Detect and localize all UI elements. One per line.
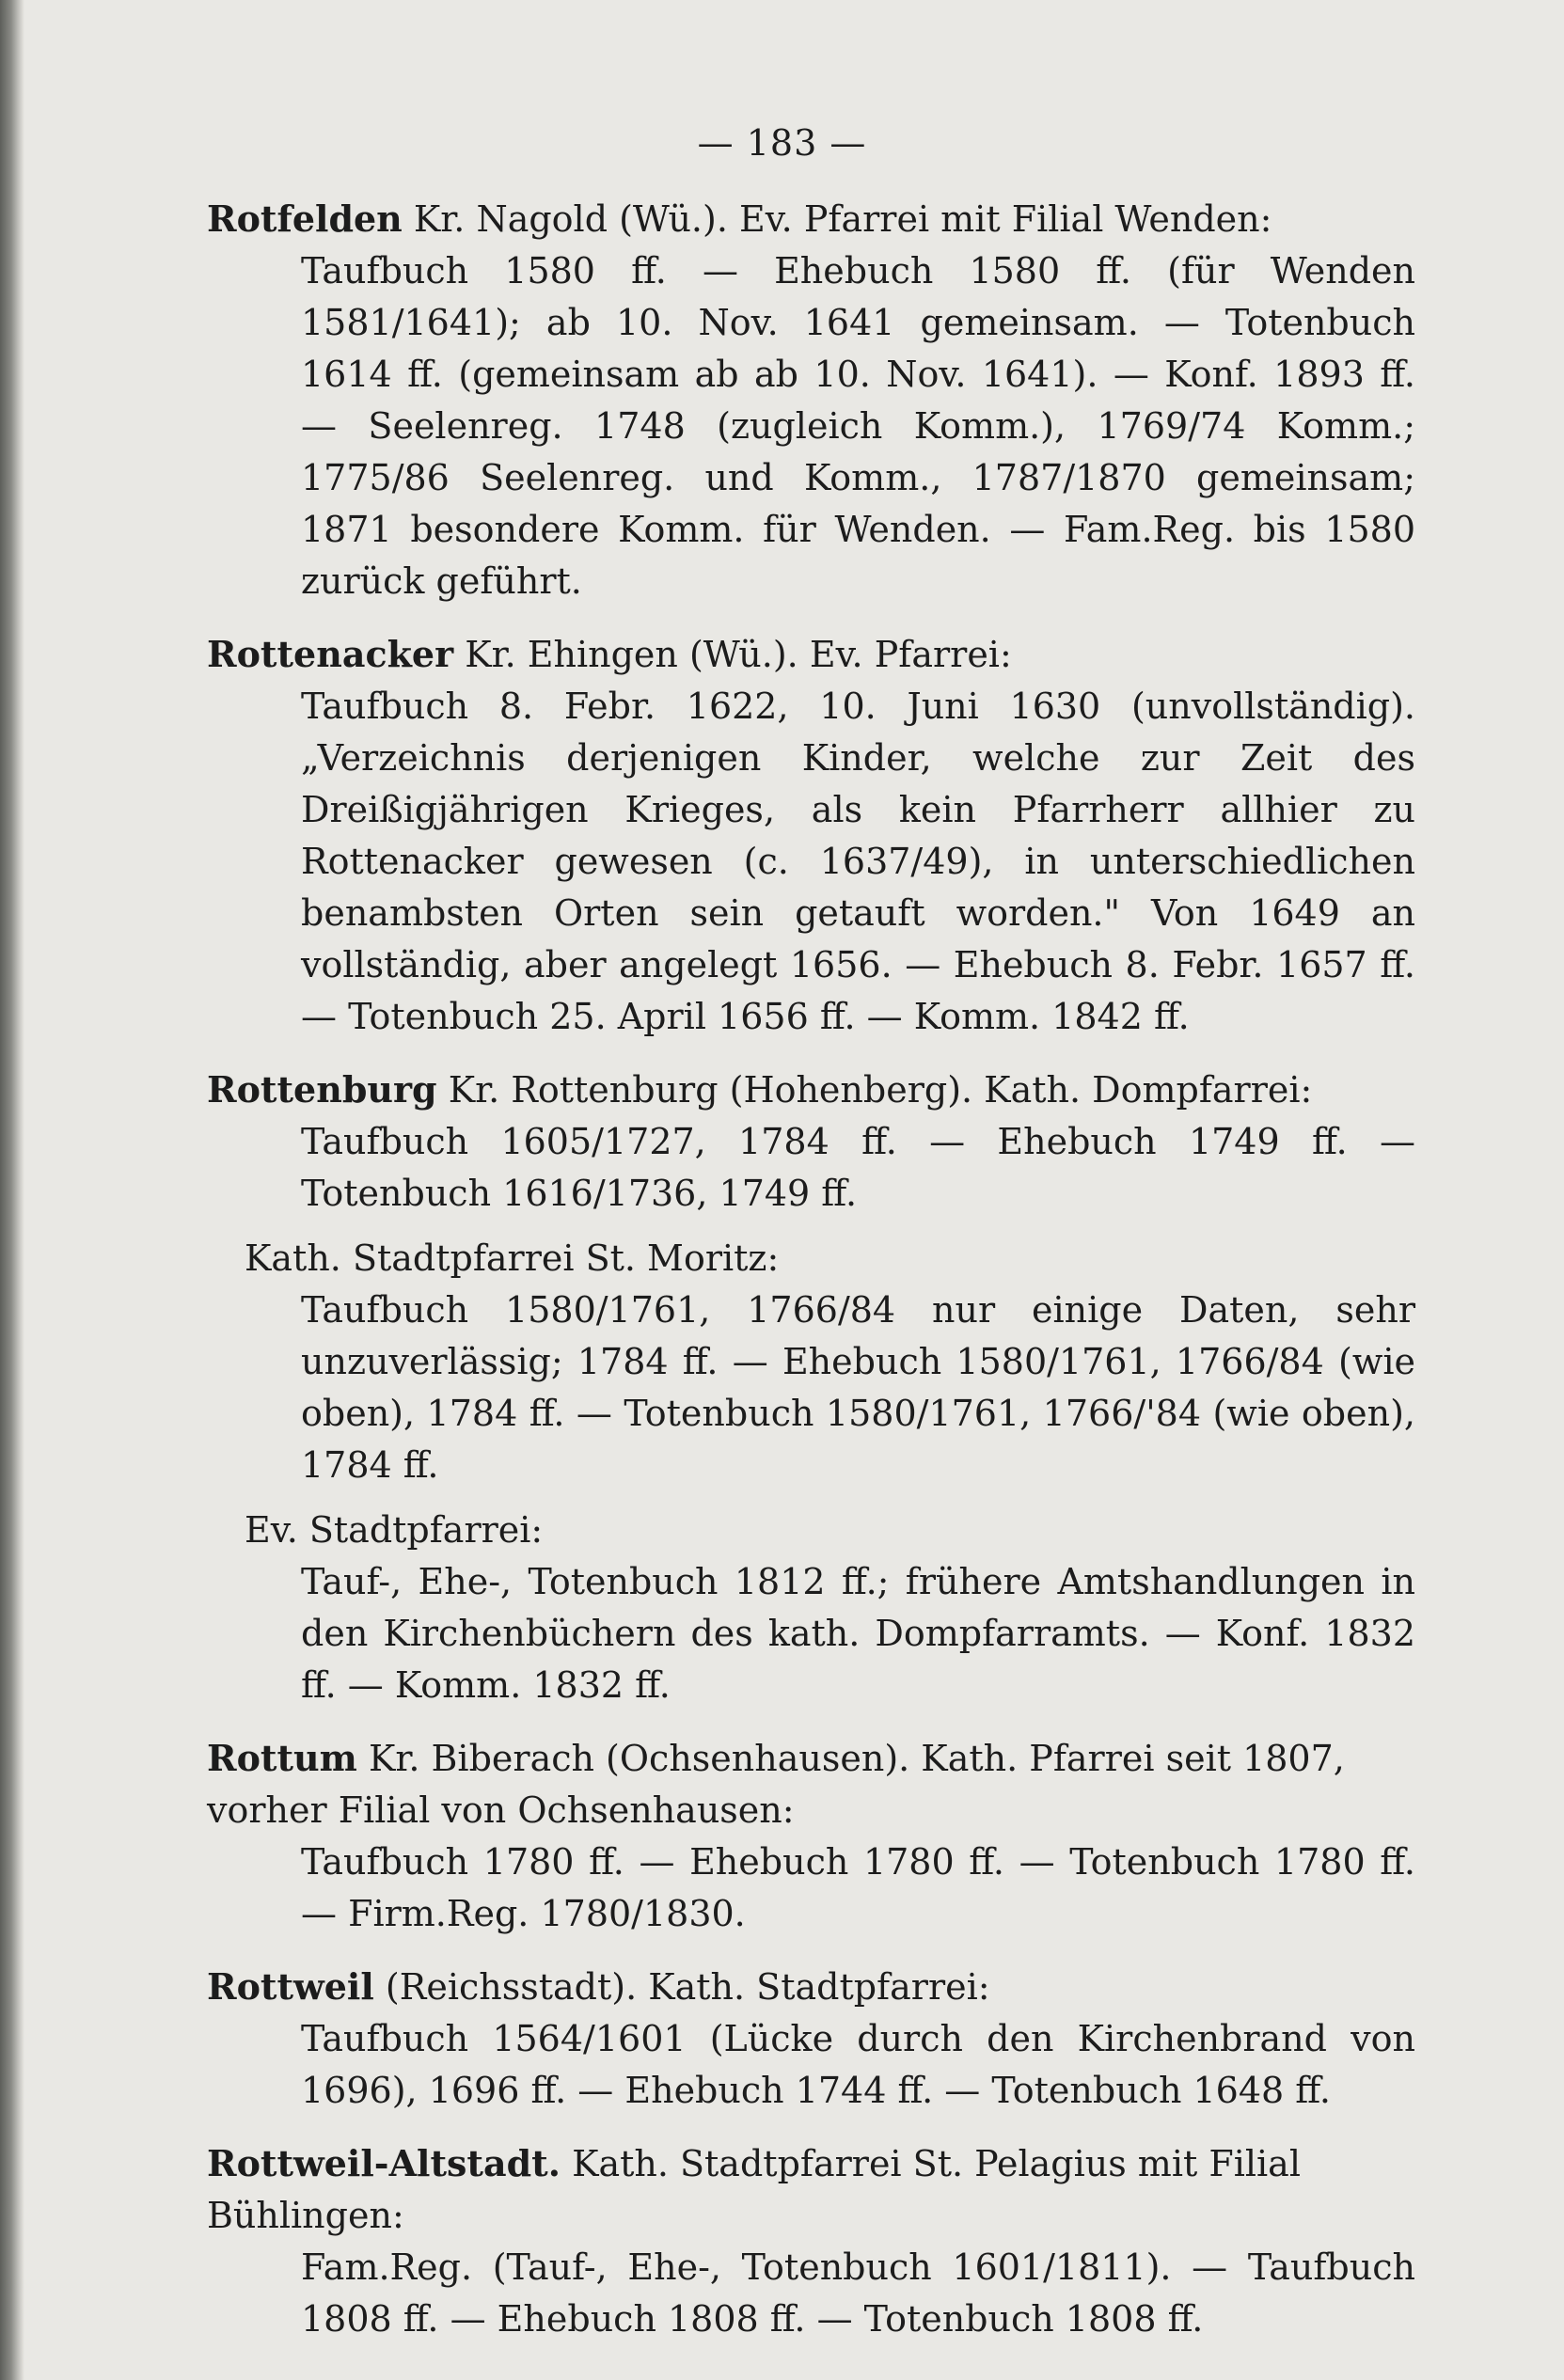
entry-header-text: Kr. Nagold (Wü.). Ev. Pfarrei mit Filial Wenden: <box>413 198 1272 240</box>
entry-head: Rotfelden <box>207 197 403 240</box>
entry-body: Fam.Reg. (Tauf-, Ehe-, Totenbuch 1601/1811). — Taufbuch 1808 ff. — Ehebuch 1808 ff. — Totenbuch 1808 ff. <box>301 2246 1415 2340</box>
entry-head: Rottweil-Altstadt. <box>207 2142 561 2184</box>
subentry-header: Kath. Stadtpfarrei St. Moritz: <box>245 1237 780 1279</box>
entry-head: Rottweil <box>207 1965 374 2008</box>
subentry-st-moritz <box>207 1233 1415 1491</box>
entry-header-text: Kath. Stadtpfarrei St. Pelagius mit Filial Bühlingen: <box>207 2143 1301 2236</box>
entry-head: Rottum <box>207 1737 357 1779</box>
entry-header-text: Kr. Ehingen (Wü.). Ev. Pfarrei: <box>465 634 1012 675</box>
entry-header <box>207 2137 1415 2242</box>
entry-rottweil <box>207 1961 1415 2117</box>
subentry-body: Taufbuch 1580/1761, 1766/84 nur einige Daten, sehr unzuverlässig; 1784 ff. — Ehebuch 1580/1761, 1766/84 (wie oben), 1784 ff. — Totenbuch 1580/1761, 1766/'84 (wie oben), 1784 ff. <box>301 1289 1415 1486</box>
entry-header <box>207 193 1415 245</box>
entry-body: Taufbuch 1580 ff. — Ehebuch 1580 ff. (für Wenden 1581/1641); ab 10. Nov. 1641 gemeinsam. — Totenbuch 1614 ff. (gemeinsam ab ab 10. Nov. 1641). — Konf. 1893 ff. — Seelenreg. 1748 (zugleich Komm.), 1769/74 Komm.; 1775/86 Seelenreg. und Komm., 1787/1870 gemeinsam; 1871 besondere Komm. für Wenden. — Fam.Reg. bis 1580 zurück geführt. <box>301 250 1415 602</box>
entry-head: Rottenburg <box>207 1068 437 1111</box>
entry-rottweil-altstadt <box>207 2137 1415 2345</box>
entry-head: Rottenacker <box>207 633 454 675</box>
subentry-body: Tauf-, Ehe-, Totenbuch 1812 ff.; frühere Amtshandlungen in den Kirchenbüchern des kath. Dompfarramts. — Konf. 1832 ff. — Komm. 1832 ff. <box>301 1561 1415 1706</box>
subentry-ev-stadtpfarrei <box>207 1505 1415 1711</box>
entry-rottum <box>207 1732 1415 1940</box>
entry-rottenburg <box>207 1064 1415 1711</box>
subentry-header: Ev. Stadtpfarrei: <box>245 1509 544 1551</box>
entry-header-text: (Reichsstadt). Kath. Stadtpfarrei: <box>385 1966 990 2008</box>
entry-header-text: Kr. Rottenburg (Hohenberg). Kath. Dompfarrei: <box>448 1069 1313 1111</box>
page-number: — 183 — <box>697 122 867 164</box>
page-content <box>207 193 1415 2366</box>
entry-header <box>207 1732 1415 1836</box>
entry-body: Taufbuch 8. Febr. 1622, 10. Juni 1630 (unvollständig). „Verzeichnis derjenigen Kinder, welche zur Zeit des Dreißigjährigen Krieges, als kein Pfarrherr allhier zu Rottenacker gewesen (c. 1637/49), in unterschiedlichen benambsten Orten sein getauft worden." Von 1649 an vollständig, aber angelegt 1656. — Ehebuch 8. Febr. 1657 ff. — Totenbuch 25. April 1656 ff. — Komm. 1842 ff. <box>301 686 1415 1037</box>
page-binding-edge <box>0 0 24 2380</box>
entry-rottenacker <box>207 628 1415 1043</box>
entry-header <box>207 628 1415 681</box>
entry-body: Taufbuch 1605/1727, 1784 ff. — Ehebuch 1749 ff. — Totenbuch 1616/1736, 1749 ff. <box>301 1121 1415 1214</box>
entry-header <box>207 1064 1415 1116</box>
entry-header <box>207 1961 1415 2013</box>
entry-body: Taufbuch 1780 ff. — Ehebuch 1780 ff. — Totenbuch 1780 ff. — Firm.Reg. 1780/1830. <box>301 1841 1415 1934</box>
entry-rotfelden <box>207 193 1415 607</box>
entry-body: Taufbuch 1564/1601 (Lücke durch den Kirchenbrand von 1696), 1696 ff. — Ehebuch 1744 ff. — Totenbuch 1648 ff. <box>301 2018 1415 2111</box>
entry-header-text: Kr. Biberach (Ochsenhausen). Kath. Pfarrei seit 1807, vorher Filial von Ochsenhausen: <box>207 1738 1345 1831</box>
